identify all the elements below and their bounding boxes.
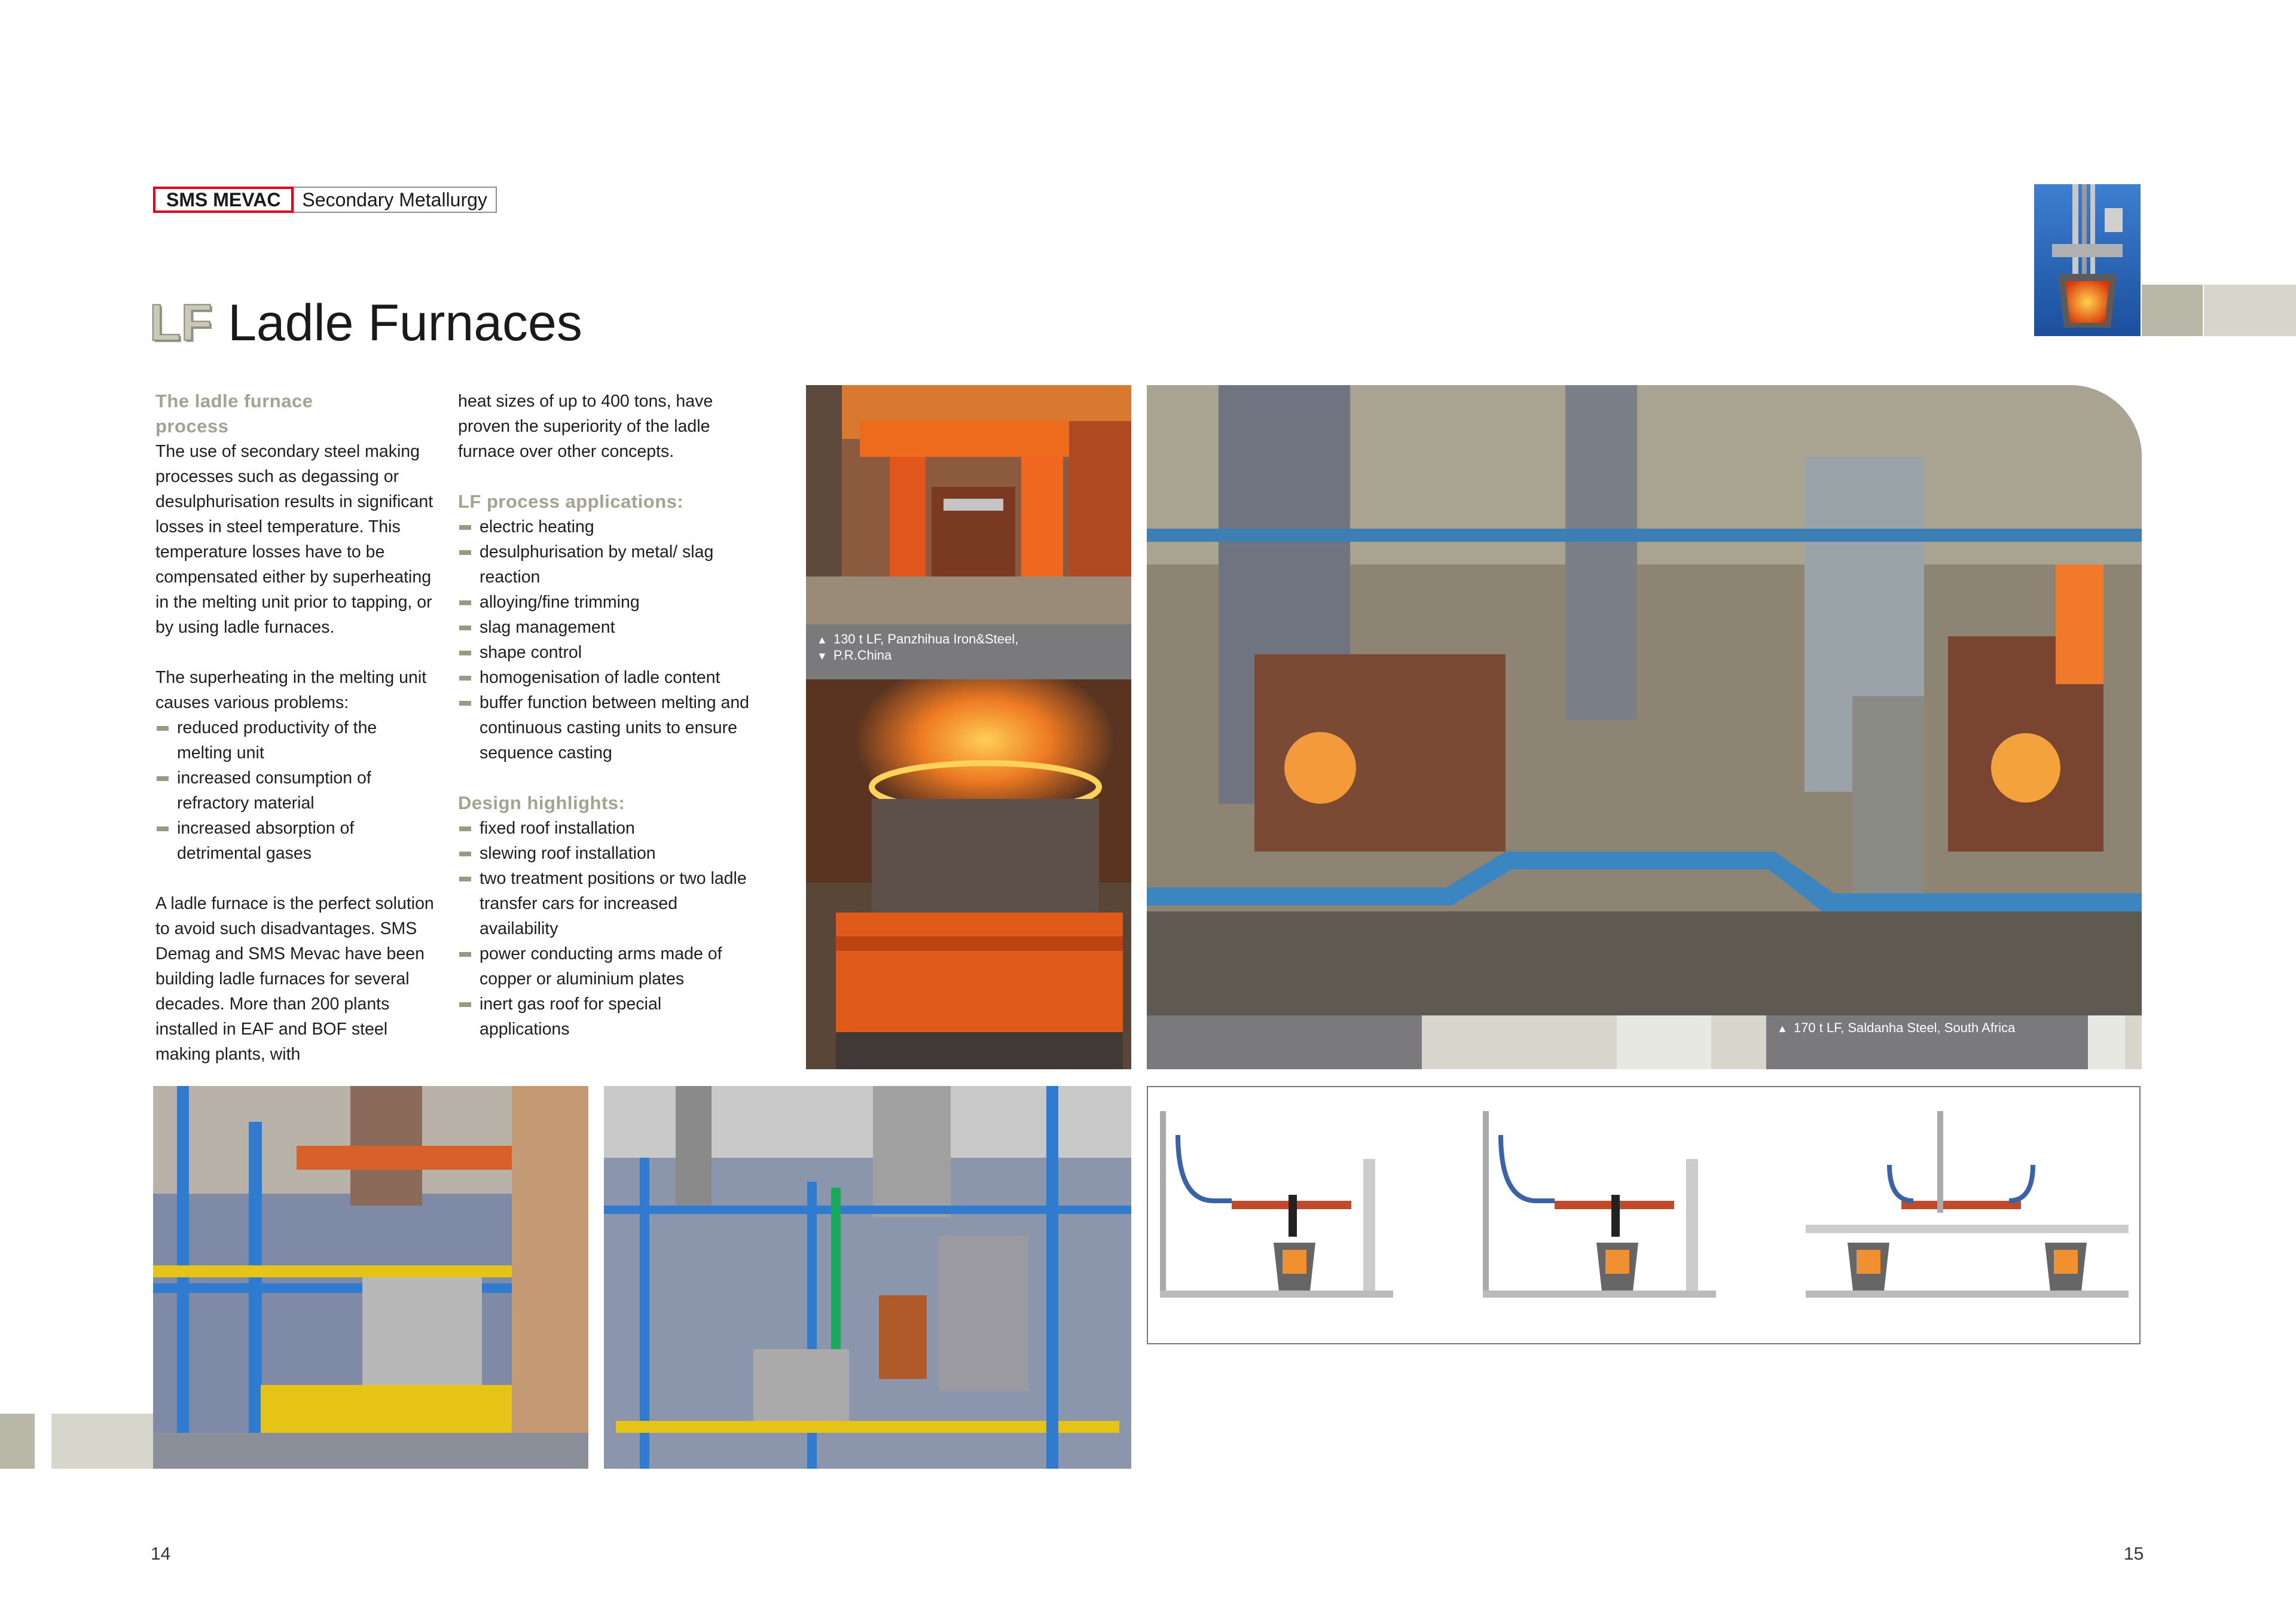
main-strip-mid	[1711, 1015, 1766, 1069]
decor-band-top-light	[2204, 285, 2296, 336]
main-strip-grey	[1147, 1015, 1422, 1069]
list-item: buffer function between melting and continuous casting units to ensure sequence casting	[458, 690, 751, 765]
continued-paragraph: heat sizes of up to 400 tons, have proven the superiority of the ladle furnace over other concepts.	[458, 392, 713, 461]
list-item: slewing roof installation	[458, 841, 751, 866]
applications-list	[458, 514, 751, 765]
render-lf-plant-1	[153, 1086, 588, 1469]
section-label: Secondary Metallurgy	[294, 187, 496, 213]
caption-text: 130 t LF, Panzhihua Iron&Steel,	[833, 631, 1019, 646]
diagram-lf-configurations	[1147, 1086, 2141, 1344]
superheating-paragraph: The superheating in the melting unit causes various problems:	[155, 668, 427, 712]
main-strip-lighter	[1617, 1015, 1711, 1069]
list-item: alloying/fine trimming	[458, 590, 751, 615]
list-item: two treatment positions or two ladle transfer cars for increased availability	[458, 866, 751, 941]
process-heading-line2: process	[155, 416, 229, 437]
problems-list	[155, 715, 436, 866]
intro-paragraph: The use of secondary steel making processes such as degassing or desulphurisation results in significant losses in steel temperature. This temperature losses have to be compensated either by superheating in the melting unit prior to tapping, or by using ladle furnaces.	[155, 442, 433, 637]
page-number-right: 15	[2124, 1544, 2144, 1564]
thumbnail-ladle-diagram	[2034, 184, 2141, 336]
photo-lf-saldanha	[1147, 385, 2142, 1015]
caption-text: P.R.China	[833, 648, 892, 663]
page-number-left: 14	[151, 1544, 171, 1564]
caption-photo-1-line2	[817, 648, 1120, 664]
brand-label: SMS MEVAC	[153, 187, 294, 213]
list-item: increased absorption of detrimental gases	[155, 816, 436, 866]
decor-band-left-light	[51, 1414, 153, 1469]
title-text: Ladle Furnaces	[228, 294, 582, 352]
title-abbreviation: LF	[149, 294, 213, 352]
design-list	[458, 816, 751, 1042]
list-item: shape control	[458, 640, 751, 665]
list-item: inert gas roof for special applications	[458, 992, 751, 1042]
list-item: reduced productivity of the melting unit	[155, 715, 436, 765]
page-title	[149, 293, 582, 353]
list-item: increased consumption of refractory material	[155, 765, 436, 816]
process-heading-line1: The ladle furnace	[155, 391, 313, 411]
section-tag	[153, 187, 497, 213]
main-strip-end-light	[2088, 1015, 2125, 1069]
triangle-up-icon: ▲	[1777, 1023, 1788, 1035]
list-item: power conducting arms made of copper or aluminium plates	[458, 941, 751, 992]
list-item: electric heating	[458, 514, 751, 539]
main-strip-end-dark	[2125, 1015, 2142, 1069]
photo-lf-panzhihua	[806, 385, 1131, 624]
caption-photo-1-line1	[817, 631, 1120, 648]
list-item: homogenisation of ladle content	[458, 665, 751, 690]
design-heading: Design highlights:	[458, 792, 625, 813]
caption-photo-1	[806, 624, 1131, 679]
list-item: slag management	[458, 615, 751, 640]
photo-lf-sparks	[806, 679, 1131, 1069]
decor-band-top-dark	[2142, 285, 2203, 336]
list-item: desulphurisation by metal/ slag reaction	[458, 539, 751, 590]
process-heading	[155, 389, 436, 439]
caption-text: 170 t LF, Saldanha Steel, South Africa	[1793, 1020, 2016, 1035]
render-lf-plant-2	[604, 1086, 1131, 1469]
applications-heading: LF process applications:	[458, 491, 684, 512]
triangle-up-icon: ▲	[817, 634, 828, 646]
main-strip-light	[1422, 1015, 1617, 1069]
solution-paragraph: A ladle furnace is the perfect solution to avoid such disadvantages. SMS Demag and SMS Mevac have been building ladle furnaces for several decades. More than 200 plants installed in EAF and BOF steel making plants, with	[155, 894, 434, 1064]
decor-band-left-dark	[0, 1414, 35, 1469]
text-column-1	[155, 389, 436, 1092]
list-item: fixed roof installation	[458, 816, 751, 841]
caption-photo-main	[1766, 1015, 2088, 1069]
text-column-2	[458, 389, 751, 1042]
triangle-down-icon: ▼	[817, 650, 828, 662]
